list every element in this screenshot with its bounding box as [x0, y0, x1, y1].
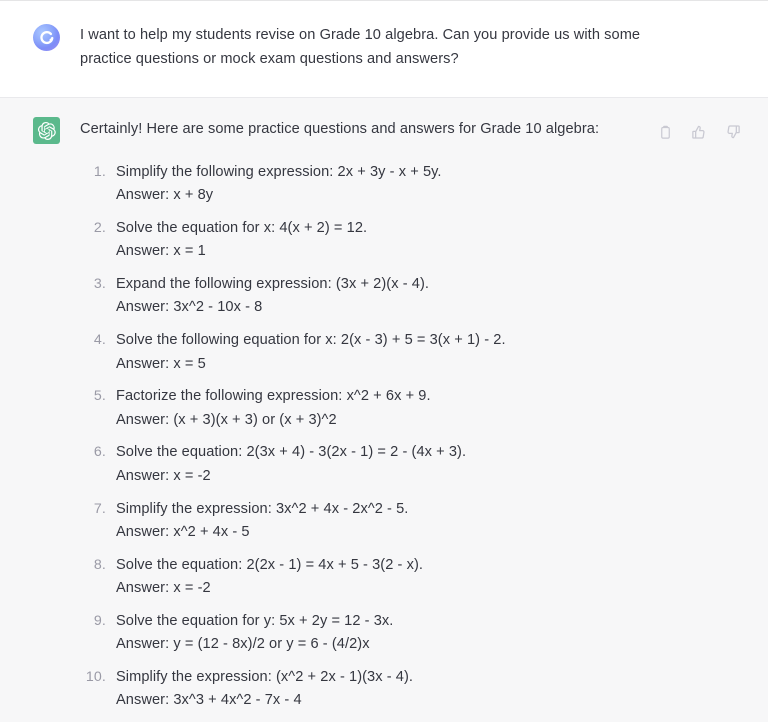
list-item-answer: Answer: (x + 3)(x + 3) or (x + 3)^2	[116, 411, 337, 428]
user-message-text: I want to help my students revise on Grade 10 algebra. Can you provide us with some practice questions or mock exam questions and answers?	[80, 27, 641, 67]
list-item-number: 9.	[93, 612, 106, 629]
list-item	[80, 498, 748, 545]
chatgpt-logo-icon	[33, 117, 60, 144]
list-item-question: Solve the equation: 2(2x - 1) = 4x + 5 - 3(2 - x).	[116, 556, 424, 573]
list-item-question: Solve the equation for x: 4(x + 2) = 12.	[116, 220, 368, 237]
list-item-number: 8.	[93, 556, 106, 573]
list-item-question: Solve the equation: 2(3x + 4) - 3(2x - 1) = 2 - (4x + 3).	[116, 444, 467, 461]
user-message-inner	[0, 23, 768, 71]
assistant-message-inner	[0, 116, 768, 722]
list-item	[80, 217, 748, 264]
list-item	[80, 554, 748, 601]
user-message-row	[0, 1, 768, 97]
list-item-answer: Answer: 3x^3 + 4x^2 - 7x - 4	[116, 692, 302, 709]
list-item-number: 10.	[85, 668, 106, 685]
list-item	[80, 329, 748, 376]
list-item	[80, 441, 748, 488]
avatar	[33, 24, 60, 51]
list-item-question: Expand the following expression: (3x + 2)(x - 4).	[116, 276, 430, 293]
copy-icon[interactable]	[657, 124, 673, 140]
list-item-number: 5.	[93, 388, 106, 405]
list-item-answer: Answer: x = 1	[116, 243, 206, 260]
list-item-number: 6.	[93, 444, 106, 461]
user-avatar-c-logo-icon	[33, 24, 60, 51]
practice-questions-list	[80, 161, 748, 712]
list-item	[80, 273, 748, 320]
assistant-message-row	[0, 97, 768, 722]
list-item-answer: Answer: y = (12 - 8x)/2 or y = 6 - (4/2)x	[116, 636, 370, 653]
user-message-body	[60, 23, 748, 71]
list-item-number: 2.	[93, 220, 106, 237]
list-item-question: Solve the following equation for x: 2(x - 3) + 5 = 3(x + 1) - 2.	[116, 332, 506, 349]
list-item-question: Simplify the following expression: 2x + 3y - x + 5y.	[116, 164, 442, 180]
thumbs-up-icon[interactable]	[691, 124, 707, 140]
list-item-question: Factorize the following expression: x^2 + 6x + 9.	[116, 388, 431, 405]
list-item-answer: Answer: x + 8y	[116, 187, 214, 204]
list-item	[80, 610, 748, 657]
list-item	[80, 161, 748, 208]
list-item-question: Solve the equation for y: 5x + 2y = 12 - 3x.	[116, 612, 394, 629]
list-item-number: 4.	[93, 332, 106, 349]
avatar	[33, 117, 60, 144]
message-actions	[657, 124, 741, 140]
list-item-answer: Answer: x^2 + 4x - 5	[116, 523, 250, 540]
list-item-number: 3.	[93, 276, 106, 293]
list-item-number: 1.	[93, 164, 106, 180]
list-item-answer: Answer: x = -2	[116, 467, 211, 484]
list-item-question: Simplify the expression: (x^2 + 2x - 1)(3x - 4).	[116, 668, 414, 685]
assistant-intro-text: Certainly! Here are some practice questions and answers for Grade 10 algebra:	[80, 121, 600, 137]
list-item	[80, 666, 748, 713]
list-item-number: 7.	[93, 500, 106, 517]
list-item-answer: Answer: x = -2	[116, 579, 211, 596]
list-item-answer: Answer: x = 5	[116, 355, 206, 372]
thumbs-down-icon[interactable]	[725, 124, 741, 140]
list-item-answer: Answer: 3x^2 - 10x - 8	[116, 299, 263, 316]
assistant-message-body	[60, 116, 748, 722]
list-item	[80, 385, 748, 432]
list-item-question: Simplify the expression: 3x^2 + 4x - 2x^2 - 5.	[116, 500, 409, 517]
